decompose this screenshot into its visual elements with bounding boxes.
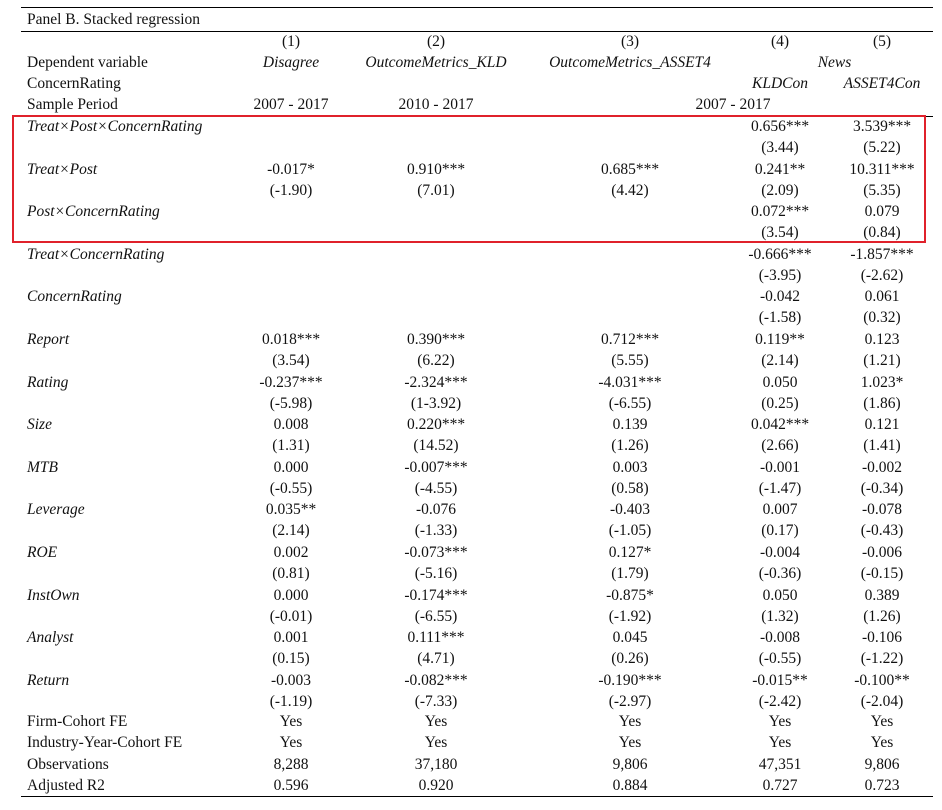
concern-asset4con: ASSET4Con: [843, 75, 921, 92]
coefficient-cell: 0.390***: [406, 331, 466, 348]
t-stat-cell: (-1.90): [269, 181, 313, 199]
footer-value: Yes: [618, 713, 642, 730]
coefficient-cell: -0.073***: [404, 544, 468, 561]
coefficient-cell: 3.539***: [852, 118, 912, 135]
t-stat-cell: (1.79): [611, 565, 649, 582]
coefficient-cell: 0.220***: [406, 416, 466, 434]
row-label: Treat×Post×ConcernRating: [27, 118, 203, 135]
t-stat-cell: (0.26): [611, 650, 649, 668]
t-stat-cell: (0.58): [611, 479, 649, 497]
dep-var-kld: OutcomeMetrics_KLD: [365, 54, 507, 71]
footer-label: Observations: [27, 755, 109, 773]
t-stat-cell: (6.22): [417, 352, 455, 369]
t-stat-cell: (-4.55): [414, 479, 458, 497]
row-label: MTB: [27, 458, 58, 476]
t-stat-cell: (3.54): [272, 352, 310, 369]
footer-value: 8,288: [273, 755, 309, 773]
sample-period-label: Sample Period: [27, 96, 118, 113]
t-stat-cell: (5.22): [863, 139, 901, 156]
dep-var-news: News: [817, 54, 852, 71]
t-stat-cell: (-2.62): [860, 266, 904, 284]
coefficient-cell: 0.712***: [600, 331, 660, 348]
coefficient-cell: 0.003: [612, 458, 648, 476]
coefficient-cell: -0.237***: [259, 373, 323, 391]
footer-value: 47,351: [758, 755, 802, 773]
t-stat-cell: (-2.97): [608, 692, 652, 710]
dep-var-disagree: Disagree: [262, 54, 320, 71]
footer-value: Yes: [279, 734, 303, 752]
t-stat-cell: (0.25): [761, 394, 799, 412]
row-label: Analyst: [27, 629, 74, 647]
footer-value: Yes: [870, 713, 894, 730]
t-stat-cell: (1.41): [863, 437, 901, 455]
footer-value: 0.920: [418, 776, 454, 794]
panel-title: Panel B. Stacked regression: [27, 11, 201, 28]
t-stat-cell: (-1.92): [608, 607, 652, 625]
coefficient-cell: 0.685***: [600, 160, 660, 178]
row-label: Return: [27, 671, 70, 689]
t-stat-cell: (0.17): [761, 522, 799, 540]
coefficient-cell: -0.106: [861, 629, 903, 647]
coefficient-cell: -0.190***: [598, 671, 662, 689]
t-stat-cell: (0.81): [272, 565, 310, 582]
coefficient-cell: 0.045: [612, 629, 648, 647]
footer-value: Yes: [279, 713, 303, 730]
footer-value: Yes: [768, 713, 792, 730]
coefficient-cell: 0.000: [273, 458, 309, 476]
footer-value: Yes: [768, 734, 792, 752]
coefficient-cell: 1.023*: [860, 373, 904, 391]
coefficient-cell: 0.007: [762, 501, 798, 519]
t-stat-cell: (7.01): [417, 181, 455, 199]
t-stat-cell: (1.31): [272, 437, 310, 455]
col-number-5: (5): [872, 33, 892, 50]
coefficient-cell: 0.111***: [407, 629, 465, 647]
footer-value: 9,806: [612, 755, 648, 773]
t-stat-cell: (-1.47): [758, 479, 802, 497]
footer-value: 0.727: [762, 776, 798, 794]
t-stat-cell: (-1.19): [269, 692, 313, 710]
t-stat-cell: (1.26): [611, 437, 649, 455]
coefficient-cell: -0.078: [861, 501, 903, 519]
col-number-3: (3): [620, 33, 640, 50]
concern-kldcon: KLDCon: [752, 75, 808, 92]
bottom-rule: [21, 796, 933, 797]
coefficient-cell: -0.082***: [404, 671, 468, 689]
footer-value: Yes: [870, 734, 894, 752]
t-stat-cell: (-0.55): [269, 479, 313, 497]
row-label: Leverage: [27, 501, 85, 519]
t-stat-cell: (-3.95): [758, 266, 802, 284]
t-stat-cell: (0.32): [863, 309, 901, 327]
t-stat-cell: (-1.33): [414, 522, 458, 540]
t-stat-cell: (-7.33): [414, 692, 458, 710]
row-label: Rating: [27, 373, 69, 391]
t-stat-cell: (2.14): [761, 352, 799, 369]
t-stat-cell: (14.52): [413, 437, 459, 455]
coefficient-cell: -0.004: [759, 544, 801, 561]
coefficient-cell: -0.015**: [752, 671, 808, 689]
t-stat-cell: (0.84): [863, 224, 901, 242]
coefficient-cell: -0.017*: [267, 160, 315, 178]
coefficient-cell: 0.018***: [261, 331, 321, 348]
t-stat-cell: (-0.43): [860, 522, 904, 540]
t-stat-cell: (4.71): [417, 650, 455, 668]
coefficient-cell: -0.042: [759, 288, 801, 306]
col-number-1: (1): [281, 33, 301, 50]
row-label: Treat×Post: [27, 160, 98, 178]
row-label: Treat×ConcernRating: [27, 245, 165, 263]
t-stat-cell: (1-3.92): [410, 394, 462, 412]
coefficient-cell: 0.910***: [406, 160, 466, 178]
t-stat-cell: (1.21): [863, 352, 901, 369]
t-stat-cell: (-2.04): [860, 692, 904, 710]
row-label: Size: [27, 416, 52, 434]
t-stat-cell: (-0.15): [860, 565, 904, 582]
t-stat-cell: (1.32): [761, 607, 799, 625]
col-number-4: (4): [770, 33, 790, 50]
t-stat-cell: (-1.22): [860, 650, 904, 668]
footer-value: Yes: [618, 734, 642, 752]
coefficient-cell: 0.389: [864, 586, 900, 604]
row-label: ROE: [27, 544, 58, 561]
coefficient-cell: 0.127*: [608, 544, 652, 561]
coefficient-cell: -0.100**: [854, 671, 910, 689]
footer-value: 0.884: [612, 776, 648, 794]
t-stat-cell: (3.54): [761, 224, 799, 242]
footer-value: 0.723: [864, 776, 900, 794]
coefficient-cell: 0.042***: [750, 416, 810, 434]
coefficient-cell: -0.008: [759, 629, 801, 647]
period-col-1: 2007 - 2017: [253, 96, 329, 113]
coefficient-cell: 0.035**: [265, 501, 317, 519]
coefficient-cell: -0.666***: [748, 245, 812, 263]
footer-value: 9,806: [864, 755, 900, 773]
t-stat-cell: (-5.98): [269, 394, 313, 412]
t-stat-cell: (5.55): [611, 352, 649, 369]
t-stat-cell: (-0.36): [758, 565, 802, 582]
concern-rating-label: ConcernRating: [27, 75, 121, 92]
t-stat-cell: (-1.58): [758, 309, 802, 327]
coefficient-cell: -0.403: [609, 501, 651, 519]
t-stat-cell: (-0.01): [269, 607, 313, 625]
coefficient-cell: 0.656***: [750, 118, 810, 135]
t-stat-cell: (4.42): [611, 181, 649, 199]
coefficient-cell: 0.119**: [755, 331, 805, 348]
coefficient-cell: -0.076: [415, 501, 457, 519]
t-stat-cell: (3.44): [761, 139, 799, 156]
t-stat-cell: (1.86): [863, 394, 901, 412]
col-number-2: (2): [426, 33, 446, 50]
t-stat-cell: (-6.55): [608, 394, 652, 412]
coefficient-cell: 0.008: [273, 416, 309, 434]
coefficient-cell: -0.875*: [606, 586, 654, 604]
coefficient-cell: 0.050: [762, 586, 798, 604]
footer-label: Firm-Cohort FE: [27, 713, 128, 730]
coefficient-cell: -0.002: [861, 458, 903, 476]
t-stat-cell: (-2.42): [758, 692, 802, 710]
coefficient-cell: -2.324***: [404, 373, 468, 391]
footer-value: Yes: [424, 713, 448, 730]
t-stat-cell: (-5.16): [414, 565, 458, 582]
coefficient-cell: 0.050: [762, 373, 798, 391]
period-col-3-5: 2007 - 2017: [695, 96, 771, 113]
footer-value: 0.596: [273, 776, 309, 794]
coefficient-cell: -4.031***: [598, 373, 662, 391]
coefficient-cell: 0.121: [864, 416, 900, 434]
footer-value: Yes: [424, 734, 448, 752]
t-stat-cell: (2.66): [761, 437, 799, 455]
coefficient-cell: 0.002: [273, 544, 309, 561]
t-stat-cell: (5.35): [863, 181, 901, 199]
t-stat-cell: (2.14): [272, 522, 310, 540]
footer-label: Industry-Year-Cohort FE: [27, 734, 183, 752]
coefficient-cell: 10.311***: [849, 160, 915, 178]
coefficient-cell: 0.001: [273, 629, 309, 647]
coefficient-cell: 0.079: [864, 203, 900, 221]
footer-value: 37,180: [414, 755, 458, 773]
period-col-2: 2010 - 2017: [398, 96, 474, 113]
row-label: ConcernRating: [27, 288, 122, 306]
coefficient-cell: -0.006: [861, 544, 903, 561]
t-stat-cell: (-6.55): [414, 607, 458, 625]
row-label: Post×ConcernRating: [27, 203, 160, 221]
t-stat-cell: (2.09): [761, 181, 799, 199]
coefficient-cell: 0.241**: [754, 160, 806, 178]
row-label: Report: [27, 331, 70, 348]
t-stat-cell: (0.15): [272, 650, 310, 668]
coefficient-cell: -0.174***: [404, 586, 468, 604]
footer-label: Adjusted R2: [27, 776, 105, 794]
coefficient-cell: 0.061: [864, 288, 900, 306]
coefficient-cell: -0.007***: [404, 458, 468, 476]
coefficient-cell: -0.001: [759, 458, 801, 476]
t-stat-cell: (-0.34): [860, 479, 904, 497]
coefficient-cell: -1.857***: [850, 245, 914, 263]
coefficient-cell: 0.000: [273, 586, 309, 604]
dep-var-asset4: OutcomeMetrics_ASSET4: [549, 54, 711, 71]
coefficient-cell: 0.072***: [750, 203, 810, 221]
t-stat-cell: (-1.05): [608, 522, 652, 540]
t-stat-cell: (-0.55): [758, 650, 802, 668]
coefficient-cell: 0.123: [864, 331, 900, 348]
t-stat-cell: (1.26): [863, 607, 901, 625]
row-label: InstOwn: [27, 586, 80, 604]
dependent-variable-label: Dependent variable: [27, 54, 148, 71]
coefficient-cell: -0.003: [270, 671, 312, 689]
coefficient-cell: 0.139: [612, 416, 648, 434]
top-rule: [21, 7, 933, 8]
